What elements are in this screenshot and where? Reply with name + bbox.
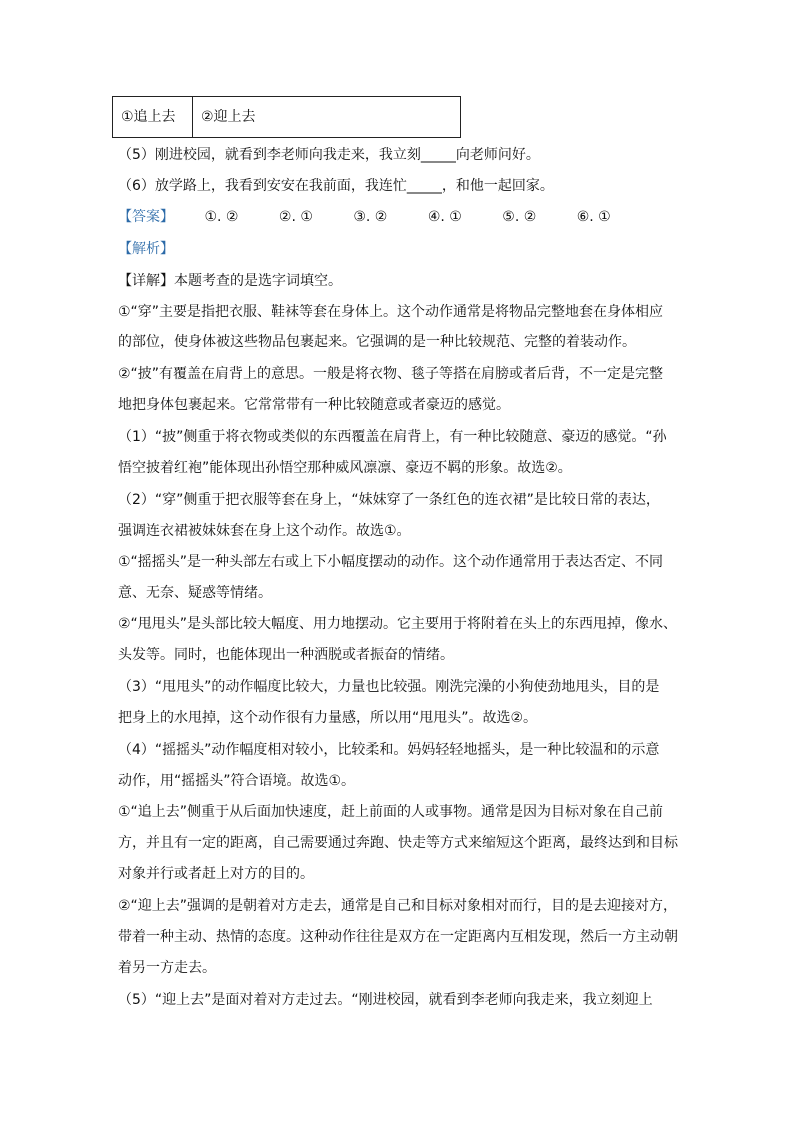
- text-line: ①“追上去”侧重于从后面加快速度，赶上前面的人或事物。通常是因为目标对象在自己前: [118, 804, 664, 820]
- text-line: 强调连衣裙被妹妹套在身上这个动作。故选①。: [118, 523, 411, 539]
- text-line: （5）“迎上去”是面对着对方走过去。“刚进校园，就看到李老师向我走来，我立刻迎上: [118, 992, 653, 1008]
- answer-item-1: ①. ②: [204, 209, 239, 225]
- text-line: 对象并行或者赶上对方的目的。: [118, 866, 314, 882]
- text-line: 方，并且有一定的距离，自己需要通过奔跑、快走等方式来缩短这个距离，最终达到和目标: [118, 835, 678, 851]
- answer-item-5: ⑤. ②: [502, 209, 537, 225]
- text-line: 意、无奈、疑惑等情绪。: [118, 585, 272, 601]
- text-line: ②“甩甩头”是头部比较大幅度、用力地摆动。它主要用于将附着在头上的东西甩掉，像水、: [118, 616, 678, 632]
- text-line: （2）“穿”侧重于把衣服等套在身上，“妹妹穿了一条红色的连衣裙”是比较日常的表达，: [118, 492, 660, 508]
- text-line: （1）“披”侧重于将衣物或类似的东西覆盖在肩背上，有一种比较随意、豪迈的感觉。“孙: [118, 429, 667, 445]
- answer-item-3: ③. ②: [353, 209, 388, 225]
- text-line: 动作，用“摇摇头”符合语境。故选①。: [118, 773, 356, 789]
- question-5: （5）刚进校园，就看到李老师向我走来，我立刻_____向老师问好。: [118, 147, 540, 163]
- answer-label: 【答案】: [118, 209, 174, 225]
- text-line: 地把身体包裹起来。它常常带有一种比较随意或者豪迈的感觉。: [118, 397, 510, 413]
- options-table: [112, 96, 461, 138]
- text-line: 带着一种主动、热情的态度。这种动作往往是双方在一定距离内互相发现，然后一方主动朝: [118, 929, 678, 945]
- text-line: （3）“甩甩头”的动作幅度比较大，力量也比较强。刚洗完澡的小狗使劲地甩头，目的是: [118, 679, 660, 695]
- text-line: 悟空披着红袍”能体现出孙悟空那种威风凛凛、豪迈不羁的形象。故选②。: [118, 460, 572, 476]
- text-line: 着另一方走去。: [118, 960, 216, 976]
- text-line: ②“披”有覆盖在肩背上的意思。一般是将衣物、毯子等搭在肩膀或者后背，不一定是完整: [118, 366, 664, 382]
- text-line: 【详解】本题考查的是选字词填空。: [118, 273, 342, 289]
- analysis-label: 【解析】: [118, 241, 174, 257]
- text-line: 头发等。同时，也能体现出一种洒脱或者振奋的情绪。: [118, 647, 454, 663]
- option-cell-2: ②迎上去: [201, 109, 256, 125]
- text-line: ②“迎上去”强调的是朝着对方走去，通常是自己和目标对象相对而行，目的是去迎接对方，: [118, 898, 678, 914]
- text-line: ①“摇摇头”是一种头部左右或上下小幅度摆动的动作。这个动作通常用于表达否定、不同: [118, 554, 664, 570]
- answer-item-2: ②. ①: [278, 209, 313, 225]
- text-line: （4）“摇摇头”动作幅度相对较小，比较柔和。妈妈轻轻地摇头，是一种比较温和的示意: [118, 742, 660, 758]
- question-6: （6）放学路上，我看到安安在我前面，我连忙_____，和他一起回家。: [118, 178, 554, 194]
- text-line: 的部位，使身体被这些物品包裹起来。它强调的是一种比较规范、完整的着装动作。: [118, 334, 636, 350]
- answer-row: [118, 207, 647, 227]
- answer-item-6: ⑥. ①: [576, 209, 611, 225]
- answer-item-4: ④. ①: [427, 209, 462, 225]
- option-cell-1: ①追上去: [113, 97, 193, 137]
- text-line: 把身上的水甩掉，这个动作很有力量感，所以用“甩甩头”。故选②。: [118, 710, 538, 726]
- text-line: ①“穿”主要是指把衣服、鞋袜等套在身体上。这个动作通常是将物品完整地套在身体相应: [118, 304, 664, 320]
